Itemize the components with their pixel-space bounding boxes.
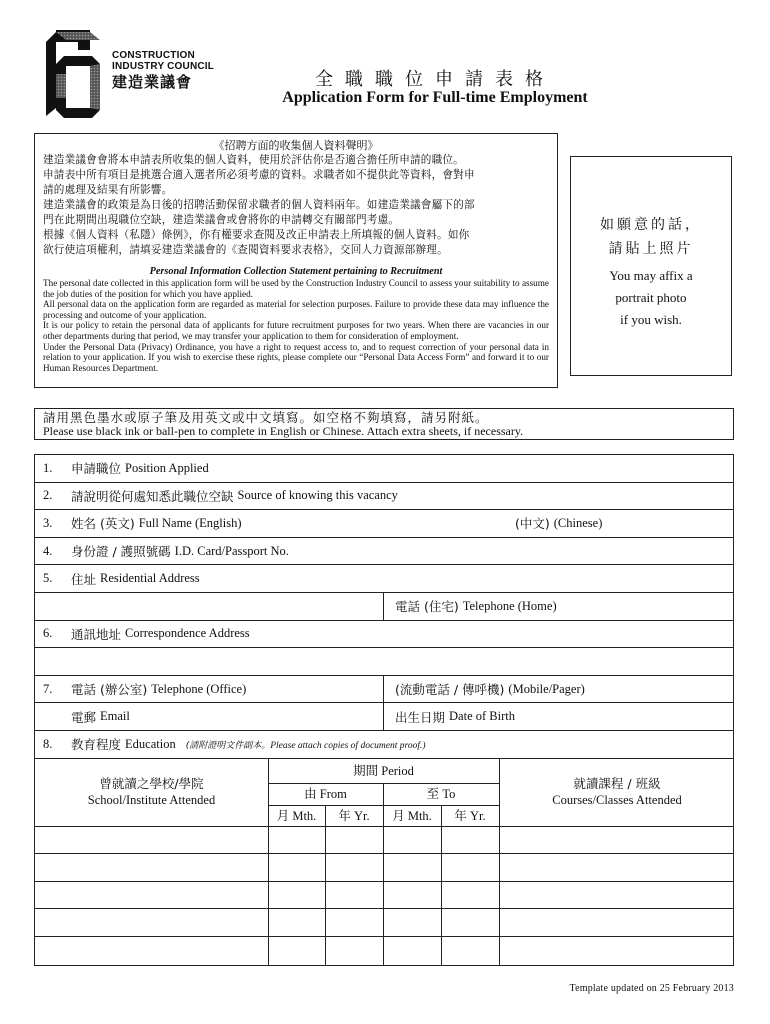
school-header-en: School/Institute Attended: [87, 792, 216, 807]
field-number: 2.: [43, 488, 53, 503]
field-label-en: I.D. Card/Passport No.: [174, 543, 289, 558]
field-label-zh: 申請職位: [71, 461, 122, 477]
to-header-zh: 至: [426, 785, 440, 801]
education-row[interactable]: [35, 827, 733, 855]
month-zh: 月: [392, 807, 405, 823]
from-header-en: From: [319, 786, 347, 801]
field-number: 5.: [43, 571, 53, 586]
privacy-zh-line: 申請表中所有項目是挑選合適入選者所必須考慮的資料。求職者如不提供此等資料，會對申: [43, 169, 475, 181]
year-en: Yr.: [470, 808, 486, 823]
field-number: 1.: [43, 460, 53, 475]
field-residential-address[interactable]: [35, 565, 733, 593]
to-month-header: [383, 808, 441, 824]
form-title-en: Application Form for Full-time Employment: [282, 89, 588, 106]
field-label-zh: 電話 (辦公室): [71, 682, 148, 698]
privacy-statement: [34, 133, 558, 388]
field-label-zh: 電話 (住宅): [395, 599, 459, 615]
education-row[interactable]: [35, 909, 733, 937]
education-note-en: Please attach copies of document proof.): [270, 740, 426, 751]
privacy-zh-line: 建造業議會的政策是為日後的招聘活動保留求職者的個人資料兩年。如建造業議會屬下的部: [43, 199, 475, 211]
courses-header-zh: 就讀課程 / 班級: [573, 775, 661, 791]
school-header-zh: 曾就讀之學校/學院: [99, 775, 204, 791]
education-rows: [35, 827, 733, 965]
field-office-telephone[interactable]: [35, 676, 733, 704]
field-label-zh: 通訊地址: [71, 626, 122, 642]
year-zh: 年: [338, 807, 351, 823]
org-name: [112, 50, 214, 92]
field-id-card[interactable]: [35, 538, 733, 566]
privacy-en-para: Under the Personal Data (Privacy) Ordinance, you have a right to request access to, and to request correction of your personal data in relation to your application. If you wish to exercise these rights, please complete our “Personal Data Access Form” and forward it to our Human Resources Department.: [43, 341, 549, 373]
field-number: 8.: [43, 736, 53, 751]
cic-logo: [36, 28, 102, 120]
instructions-en: Please use black ink or ball-pen to complete in English or Chinese. Attach extra sheets, if necessary.: [43, 424, 524, 438]
from-year-header: [325, 808, 383, 824]
field-label-zh: 電郵: [71, 709, 97, 725]
field-label-zh: 教育程度: [71, 737, 122, 753]
photo-en-line: You may affix a: [609, 268, 693, 283]
field-label-en: (Chinese): [553, 515, 603, 530]
photo-en-line: if you wish.: [620, 312, 682, 327]
month-en: Mth.: [407, 808, 432, 823]
org-name-en-1: CONSTRUCTION: [112, 50, 195, 61]
form-title-zh: 全職職位申請表格: [315, 69, 555, 90]
from-header: [268, 786, 383, 802]
education-row[interactable]: [35, 854, 733, 882]
privacy-zh-line: 欲行使這項權利，請填妥建造業議會的《查閱資料要求表格》，交回人力資源部辦理。: [43, 244, 448, 256]
photo-en-line: portrait photo: [615, 290, 687, 305]
field-label-en: Education: [125, 736, 176, 751]
field-mobile-pager[interactable]: [395, 676, 585, 703]
courses-header: [499, 776, 735, 808]
privacy-zh-line: 建造業議會會將本申請表所收集的個人資料，使用於評估你是否適合擔任所申請的職位。: [43, 154, 464, 166]
to-year-header: [441, 808, 499, 824]
field-label-en: Telephone (Office): [151, 681, 247, 696]
privacy-en-para: It is our policy to retain the personal data of applicants for future recruitment purposes for two years. When there are vacancies in our other departments during that period, we may transfer your application to them for consideration of employment.: [43, 320, 549, 341]
org-name-en-2: INDUSTRY COUNCIL: [112, 61, 215, 72]
application-form-table: [34, 454, 734, 966]
period-header: [268, 763, 499, 779]
privacy-text-zh: [43, 153, 549, 258]
field-label-zh: 出生日期: [395, 709, 446, 725]
field-label-zh: 姓名 (英文): [71, 516, 135, 532]
instructions-zh: 請用黑色墨水或原子筆及用英文或中文填寫。如空格不夠填寫，請另附紙。: [43, 410, 489, 425]
field-date-of-birth[interactable]: [395, 703, 515, 730]
field-label-en: Date of Birth: [449, 709, 515, 724]
template-updated-note: Template updated on 25 February 2013: [569, 983, 734, 994]
month-zh: 月: [276, 807, 290, 823]
education-note-zh: (請附證明文件副本。: [185, 740, 271, 751]
from-header-zh: 由: [304, 785, 317, 801]
education-note: [186, 738, 426, 751]
privacy-heading-zh: 《招聘方面的收集個人資料聲明》: [213, 139, 379, 152]
photo-zh-line: 如願意的話，: [600, 217, 702, 233]
privacy-en-para: The personal date collected in this application form will be used by the Construction Industry Council to assess your suitability to assume the job duties of the position for which you have applied.: [43, 278, 549, 299]
school-header: [35, 776, 268, 808]
field-correspondence-address[interactable]: [35, 621, 733, 649]
field-education: [35, 731, 733, 759]
field-number: 7.: [43, 681, 53, 696]
field-label-en: Telephone (Home): [462, 598, 557, 613]
to-header-en: To: [442, 786, 456, 801]
field-label-zh: (流動電話 / 傳呼機): [395, 682, 505, 698]
field-label-en: Source of knowing this vacancy: [237, 488, 398, 503]
field-full-name[interactable]: [35, 510, 733, 538]
privacy-text-en: [43, 278, 549, 373]
privacy-zh-line: 根據《個人資料（私隱）條例》，你有權要求查閱及改正申請表上所填報的個人資料。如你: [43, 229, 470, 241]
field-email[interactable]: [35, 703, 733, 731]
photo-text-en: [571, 265, 731, 331]
field-number: 6.: [43, 626, 53, 641]
photo-zh-line: 請貼上照片: [608, 241, 694, 257]
field-label-zh: 身份證 / 護照號碼: [71, 544, 171, 560]
field-correspondence-address-line2[interactable]: [35, 648, 733, 676]
year-en: Yr.: [354, 808, 370, 823]
privacy-en-para: All personal data on the application form are regarded as material for selection purposes. Failure to provide these data may influence the processing and outcome of your application.: [43, 299, 549, 320]
field-label-en: Residential Address: [100, 571, 200, 586]
org-name-zh: 建造業議會: [112, 74, 193, 91]
privacy-heading-en: Personal Information Collection Statement pertaining to Recruitment: [149, 266, 443, 277]
instructions: [34, 408, 734, 440]
field-label-en: Email: [100, 709, 130, 724]
field-label-en: Position Applied: [125, 460, 209, 475]
field-number: 3.: [43, 515, 53, 530]
field-position-applied[interactable]: [35, 455, 733, 483]
to-header: [383, 786, 499, 802]
field-chinese-name[interactable]: [515, 510, 602, 537]
period-header-en: Period: [381, 763, 414, 778]
education-row[interactable]: [35, 882, 733, 910]
field-label-zh: (中文): [515, 516, 550, 532]
month-en: Mth.: [292, 808, 317, 823]
photo-text-zh: [571, 213, 731, 261]
education-row[interactable]: [35, 937, 733, 965]
field-number: 4.: [43, 543, 53, 558]
field-residential-address-line2[interactable]: [35, 593, 733, 621]
photo-box[interactable]: [570, 156, 732, 376]
field-label-en: Full Name (English): [138, 515, 242, 530]
courses-header-en: Courses/Classes Attended: [552, 792, 682, 807]
from-month-header: [268, 808, 325, 824]
field-label-en: (Mobile/Pager): [508, 681, 585, 696]
education-table-header: [35, 759, 733, 827]
field-home-telephone[interactable]: [395, 593, 557, 620]
period-header-zh: 期間: [353, 762, 379, 778]
field-label-zh: 住址: [71, 571, 97, 587]
year-zh: 年: [454, 807, 467, 823]
privacy-zh-line: 門在此期間出現職位空缺，建造業議會或會將你的申請轉交有關部門考慮。: [43, 214, 400, 226]
field-label-zh: 請說明從何處知悉此職位空缺: [71, 488, 234, 504]
privacy-zh-line: 請的處理及結果有所影響。: [43, 184, 173, 196]
field-source-of-vacancy[interactable]: [35, 483, 733, 511]
field-label-en: Correspondence Address: [125, 626, 250, 641]
